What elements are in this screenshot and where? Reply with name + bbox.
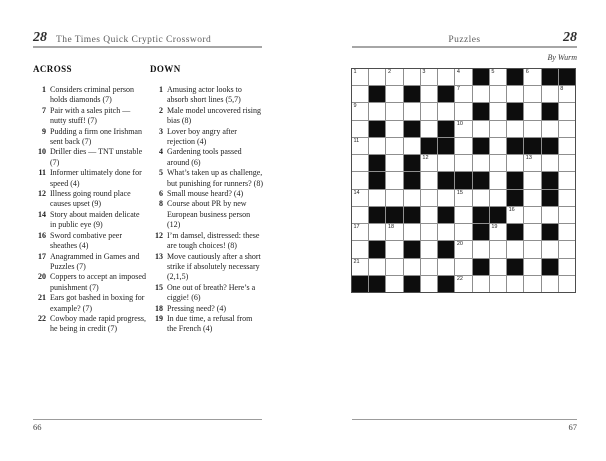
clue-number: 16 bbox=[38, 230, 46, 240]
clue-number: 10 bbox=[38, 147, 46, 157]
grid-cell-black bbox=[524, 138, 540, 154]
clue-text: Small mouse heard? (4) bbox=[167, 189, 244, 199]
down-heading: DOWN bbox=[150, 64, 181, 74]
grid-cell-white bbox=[542, 241, 558, 257]
grid-cell-white bbox=[559, 224, 575, 240]
right-header-rule bbox=[352, 46, 577, 48]
grid-cell-black bbox=[473, 138, 489, 154]
grid-cell-black bbox=[438, 121, 454, 137]
grid-cell-white bbox=[421, 86, 437, 102]
grid-cell-white bbox=[352, 138, 368, 154]
down-clue-list bbox=[150, 85, 265, 335]
grid-cell-white bbox=[524, 207, 540, 223]
clue-number: 11 bbox=[38, 168, 46, 178]
grid-cell-white bbox=[559, 86, 575, 102]
clue-number: 13 bbox=[155, 251, 163, 261]
grid-cell-white bbox=[490, 103, 506, 119]
clue-text: Sword combative peer sheathes (4) bbox=[50, 230, 122, 251]
grid-cell-white bbox=[455, 241, 471, 257]
grid-cell-white bbox=[404, 138, 420, 154]
grid-cell-black bbox=[438, 138, 454, 154]
grid-cell-white bbox=[404, 259, 420, 275]
grid-cell-white bbox=[386, 190, 402, 206]
grid-cell-number: 5 bbox=[491, 69, 495, 75]
grid-cell-black bbox=[542, 138, 558, 154]
clue-item bbox=[33, 106, 148, 127]
grid-cell-white bbox=[421, 259, 437, 275]
grid-cell-white bbox=[421, 103, 437, 119]
grid-cell-black bbox=[542, 190, 558, 206]
clue-item bbox=[150, 304, 265, 314]
grid-cell-number: 14 bbox=[353, 189, 360, 196]
grid-cell-black bbox=[507, 224, 523, 240]
grid-cell-white bbox=[507, 121, 523, 137]
clue-text: One out of breath? Here’s a ciggie! (6) bbox=[167, 282, 256, 303]
grid-cell-number: 2 bbox=[387, 69, 392, 75]
grid-cell-black bbox=[542, 172, 558, 188]
grid-cell-number: 4 bbox=[456, 69, 460, 75]
grid-cell-white bbox=[352, 103, 368, 119]
grid-cell-black bbox=[542, 259, 558, 275]
right-chapter-number: 28 bbox=[563, 30, 577, 45]
grid-cell-white bbox=[404, 224, 420, 240]
grid-cell-white bbox=[386, 86, 402, 102]
clue-item bbox=[33, 231, 148, 252]
crossword-grid bbox=[351, 68, 576, 293]
grid-cell-white bbox=[352, 172, 368, 188]
clue-number: 22 bbox=[38, 313, 46, 323]
grid-cell-white bbox=[421, 190, 437, 206]
clue-number: 12 bbox=[38, 189, 46, 199]
grid-cell-white bbox=[386, 259, 402, 275]
grid-cell-black bbox=[507, 69, 523, 85]
grid-cell-white bbox=[524, 172, 540, 188]
grid-cell-black bbox=[369, 207, 385, 223]
grid-cell-white bbox=[438, 224, 454, 240]
grid-cell-white bbox=[507, 155, 523, 171]
clue-text: What’s taken up as challenge, but punishing for runners? (8) bbox=[167, 168, 263, 188]
grid-cell-black bbox=[542, 103, 558, 119]
grid-cell-black bbox=[438, 207, 454, 223]
grid-cell-white bbox=[507, 207, 523, 223]
grid-cell-black bbox=[473, 259, 489, 275]
clue-text: Male model uncovered rising bias (8) bbox=[167, 105, 261, 126]
grid-cell-white bbox=[455, 103, 471, 119]
clue-text: Anagrammed in Games and Puzzles (7) bbox=[50, 251, 140, 271]
grid-cell-white bbox=[542, 276, 558, 292]
grid-cell-white bbox=[455, 259, 471, 275]
grid-cell-white bbox=[386, 155, 402, 171]
grid-cell-black bbox=[404, 276, 420, 292]
grid-cell-number: 9 bbox=[353, 103, 357, 110]
grid-cell-black bbox=[559, 69, 575, 85]
grid-cell-white bbox=[473, 121, 489, 137]
grid-cell-white bbox=[386, 224, 402, 240]
grid-cell-black bbox=[473, 207, 489, 223]
grid-cell-number: 12 bbox=[422, 155, 429, 162]
grid-cell-white bbox=[421, 172, 437, 188]
grid-cell-white bbox=[490, 69, 506, 85]
clue-item bbox=[150, 314, 265, 335]
right-footer-rule bbox=[352, 419, 577, 420]
clue-item bbox=[33, 293, 148, 314]
left-chapter-number: 28 bbox=[33, 30, 47, 45]
grid-cell-white bbox=[386, 241, 402, 257]
grid-cell-black bbox=[473, 172, 489, 188]
grid-cell-white bbox=[473, 241, 489, 257]
grid-cell-white bbox=[421, 155, 437, 171]
clue-text: Coppers to accept an imposed punishment (7) bbox=[50, 272, 146, 292]
grid-cell-white bbox=[524, 224, 540, 240]
clue-number: 20 bbox=[38, 272, 46, 282]
grid-cell-white bbox=[352, 190, 368, 206]
grid-cell-white bbox=[559, 241, 575, 257]
grid-cell-white bbox=[490, 138, 506, 154]
grid-cell-white bbox=[542, 155, 558, 171]
clue-text: Illness going round place causes upset (9) bbox=[50, 189, 131, 209]
grid-cell-white bbox=[421, 69, 437, 85]
grid-cell-white bbox=[369, 259, 385, 275]
grid-cell-number: 11 bbox=[353, 137, 360, 144]
clue-number: 21 bbox=[38, 293, 46, 303]
grid-cell-white bbox=[369, 138, 385, 154]
grid-cell-black bbox=[352, 276, 368, 292]
grid-cell-white bbox=[455, 121, 471, 137]
grid-cell-white bbox=[421, 224, 437, 240]
grid-cell-black bbox=[473, 103, 489, 119]
grid-cell-white bbox=[421, 241, 437, 257]
grid-cell-white bbox=[559, 190, 575, 206]
clue-number: 3 bbox=[159, 126, 163, 136]
left-header-rule bbox=[33, 46, 262, 48]
clue-number: 15 bbox=[155, 282, 163, 292]
grid-cell-number: 13 bbox=[525, 155, 532, 162]
clue-item bbox=[150, 189, 265, 199]
grid-cell-number: 18 bbox=[387, 224, 395, 231]
clue-number: 8 bbox=[159, 199, 163, 209]
clue-item bbox=[150, 168, 265, 189]
grid-cell-white bbox=[524, 103, 540, 119]
grid-cell-black bbox=[507, 103, 523, 119]
clue-item bbox=[150, 127, 265, 148]
grid-cell-white bbox=[473, 190, 489, 206]
grid-cell-white bbox=[507, 86, 523, 102]
grid-cell-white bbox=[559, 172, 575, 188]
grid-cell-number: 15 bbox=[456, 189, 463, 196]
grid-cell-white bbox=[352, 207, 368, 223]
clue-text: Driller dies — TNT unstable (7) bbox=[50, 147, 143, 167]
grid-cell-number: 1 bbox=[353, 69, 357, 75]
across-clue-list bbox=[33, 85, 148, 335]
grid-cell-white bbox=[473, 155, 489, 171]
grid-cell-white bbox=[421, 207, 437, 223]
grid-cell-white bbox=[352, 224, 368, 240]
grid-cell-black bbox=[473, 224, 489, 240]
clue-item bbox=[33, 147, 148, 168]
grid-cell-black bbox=[421, 138, 437, 154]
grid-cell-number: 17 bbox=[353, 224, 360, 231]
grid-cell-white bbox=[352, 86, 368, 102]
grid-cell-white bbox=[507, 276, 523, 292]
clue-item bbox=[33, 168, 148, 189]
grid-cell-number: 10 bbox=[456, 120, 463, 127]
grid-cell-white bbox=[352, 155, 368, 171]
grid-cell-white bbox=[559, 103, 575, 119]
grid-cell-white bbox=[404, 103, 420, 119]
grid-cell-black bbox=[507, 259, 523, 275]
grid-cell-number: 22 bbox=[456, 275, 463, 282]
left-running-title: The Times Quick Cryptic Crossword bbox=[56, 35, 212, 45]
grid-cell-white bbox=[438, 155, 454, 171]
clue-number: 19 bbox=[155, 313, 163, 323]
grid-cell-white bbox=[386, 276, 402, 292]
grid-cell-white bbox=[369, 224, 385, 240]
clue-text: I’m damsel, distressed: these are tough choices! (8) bbox=[167, 230, 260, 251]
grid-cell-white bbox=[386, 138, 402, 154]
grid-cell-white bbox=[455, 138, 471, 154]
grid-cell-white bbox=[369, 69, 385, 85]
grid-cell-white bbox=[490, 276, 506, 292]
grid-cell-white bbox=[421, 276, 437, 292]
right-page-number: 67 bbox=[568, 422, 577, 432]
clue-number: 18 bbox=[155, 303, 163, 313]
grid-cell-white bbox=[490, 190, 506, 206]
grid-cell-white bbox=[490, 86, 506, 102]
clue-item bbox=[150, 283, 265, 304]
grid-cell-number: 20 bbox=[456, 241, 463, 248]
clue-item bbox=[33, 314, 148, 335]
grid-cell-black bbox=[507, 138, 523, 154]
down-column bbox=[150, 64, 265, 335]
clue-item bbox=[150, 252, 265, 283]
grid-cell-black bbox=[507, 172, 523, 188]
clue-number: 4 bbox=[159, 147, 163, 157]
grid-cell-white bbox=[438, 259, 454, 275]
clue-text: In due time, a refusal from the French (4) bbox=[167, 313, 253, 334]
clue-text: Gardening tools passed around (6) bbox=[167, 147, 242, 167]
grid-cell-black bbox=[404, 86, 420, 102]
grid-cell-black bbox=[369, 276, 385, 292]
clue-number: 12 bbox=[155, 230, 163, 240]
grid-cell-white bbox=[438, 190, 454, 206]
grid-cell-white bbox=[352, 259, 368, 275]
grid-cell-white bbox=[524, 69, 540, 85]
clue-item bbox=[150, 199, 265, 230]
clue-item bbox=[33, 85, 148, 106]
grid-cell-white bbox=[421, 121, 437, 137]
clue-number: 7 bbox=[42, 105, 46, 115]
grid-cell-black bbox=[473, 69, 489, 85]
clue-text: Considers criminal person holds diamonds (7) bbox=[50, 85, 134, 105]
right-running-title: Puzzles bbox=[448, 35, 481, 45]
grid-cell-black bbox=[438, 172, 454, 188]
clue-number: 6 bbox=[159, 189, 163, 199]
grid-cell-black bbox=[404, 241, 420, 257]
clue-text: Pressing need? (4) bbox=[167, 303, 227, 313]
grid-cell-number: 21 bbox=[353, 258, 360, 265]
clue-text: Pair with a sales pitch — nutty stuff! (7) bbox=[50, 105, 131, 126]
grid-cell-white bbox=[524, 121, 540, 137]
grid-cell-black bbox=[369, 241, 385, 257]
grid-cell-white bbox=[455, 207, 471, 223]
setter-byline: By Wurm bbox=[547, 53, 577, 62]
grid-cell-number: 7 bbox=[456, 86, 460, 93]
grid-cell-white bbox=[352, 241, 368, 257]
grid-cell-white bbox=[542, 207, 558, 223]
grid-cell-number: 16 bbox=[508, 206, 515, 213]
clue-item bbox=[150, 147, 265, 168]
grid-cell-white bbox=[524, 190, 540, 206]
clue-number: 17 bbox=[38, 251, 46, 261]
clue-text: Amusing actor looks to absorb short lines (5,7) bbox=[167, 85, 242, 105]
clue-item bbox=[150, 106, 265, 127]
grid-cell-black bbox=[369, 172, 385, 188]
grid-cell-white bbox=[524, 276, 540, 292]
grid-cell-white bbox=[490, 224, 506, 240]
grid-cell-white bbox=[352, 69, 368, 85]
grid-cell-white bbox=[352, 121, 368, 137]
grid-cell-black bbox=[369, 121, 385, 137]
grid-cell-white bbox=[559, 138, 575, 154]
grid-cell-white bbox=[490, 241, 506, 257]
grid-cell-black bbox=[386, 207, 402, 223]
clue-text: Ears got bashed in boxing for example? (7) bbox=[50, 293, 145, 313]
grid-cell-white bbox=[524, 155, 540, 171]
clue-text: Course about PR by new European business person (12) bbox=[167, 199, 251, 230]
grid-cell-white bbox=[559, 155, 575, 171]
grid-cell-white bbox=[369, 103, 385, 119]
across-column bbox=[33, 64, 148, 335]
grid-cell-white bbox=[524, 241, 540, 257]
grid-cell-black bbox=[542, 69, 558, 85]
grid-cell-number: 19 bbox=[491, 224, 498, 231]
clue-item bbox=[33, 272, 148, 293]
grid-cell-white bbox=[524, 259, 540, 275]
clue-number: 5 bbox=[159, 168, 163, 178]
grid-cell-white bbox=[455, 86, 471, 102]
grid-cell-white bbox=[455, 69, 471, 85]
grid-cell-white bbox=[559, 121, 575, 137]
grid-cell-number: 3 bbox=[422, 69, 426, 75]
grid-cell-white bbox=[455, 155, 471, 171]
grid-cell-number: 8 bbox=[560, 86, 564, 93]
left-footer-rule bbox=[33, 419, 262, 420]
clue-text: Move cautiously after a short strike if absolutely necessary (2,1,5) bbox=[167, 251, 261, 282]
grid-cell-white bbox=[386, 103, 402, 119]
grid-cell-black bbox=[404, 207, 420, 223]
grid-cell-white bbox=[386, 69, 402, 85]
grid-cell-white bbox=[490, 155, 506, 171]
clue-item bbox=[150, 85, 265, 106]
grid-cell-white bbox=[438, 103, 454, 119]
clue-item bbox=[33, 252, 148, 273]
grid-cell-white bbox=[507, 241, 523, 257]
clue-item bbox=[33, 189, 148, 210]
grid-cell-black bbox=[490, 207, 506, 223]
across-heading: ACROSS bbox=[33, 64, 72, 74]
grid-cell-black bbox=[404, 155, 420, 171]
grid-cell-white bbox=[369, 190, 385, 206]
clue-item bbox=[33, 127, 148, 148]
clue-text: Informer ultimately done for speed (4) bbox=[50, 168, 142, 188]
clue-number: 9 bbox=[42, 126, 46, 136]
clue-number: 1 bbox=[42, 85, 46, 94]
grid-cell-white bbox=[386, 172, 402, 188]
clue-number: 2 bbox=[159, 105, 163, 115]
grid-cell-white bbox=[490, 172, 506, 188]
grid-cell-white bbox=[524, 86, 540, 102]
clue-text: Story about maiden delicate in public eye (9) bbox=[50, 209, 140, 230]
grid-cell-black bbox=[542, 224, 558, 240]
grid-cell-white bbox=[404, 190, 420, 206]
grid-cell-black bbox=[369, 155, 385, 171]
grid-cell-white bbox=[490, 259, 506, 275]
clue-text: Lover boy angry after rejection (4) bbox=[167, 126, 237, 147]
grid-cell-white bbox=[455, 190, 471, 206]
grid-cell-white bbox=[473, 86, 489, 102]
grid-cell-black bbox=[455, 172, 471, 188]
clue-text: Pudding a firm one Irishman sent back (7) bbox=[50, 126, 142, 147]
grid-cell-black bbox=[404, 121, 420, 137]
grid-cell-black bbox=[438, 241, 454, 257]
grid-cell-white bbox=[542, 86, 558, 102]
grid-cell-white bbox=[473, 276, 489, 292]
grid-cell-white bbox=[559, 207, 575, 223]
grid-cell-white bbox=[438, 69, 454, 85]
grid-cell-white bbox=[490, 121, 506, 137]
grid-cell-black bbox=[438, 86, 454, 102]
clue-number: 1 bbox=[159, 85, 163, 94]
grid-cell-black bbox=[438, 276, 454, 292]
grid-cell-black bbox=[507, 190, 523, 206]
grid-cell-black bbox=[369, 86, 385, 102]
grid-cell-white bbox=[559, 259, 575, 275]
clue-text: Cowboy made rapid progress, he being in credit (7) bbox=[50, 313, 146, 334]
grid-cell-white bbox=[386, 121, 402, 137]
grid-cell-white bbox=[542, 121, 558, 137]
grid-cell-white bbox=[455, 276, 471, 292]
clue-item bbox=[33, 210, 148, 231]
grid-cell-white bbox=[404, 69, 420, 85]
clue-number: 14 bbox=[38, 209, 46, 219]
left-page-number: 66 bbox=[33, 422, 42, 432]
clue-item bbox=[150, 231, 265, 252]
grid-cell-white bbox=[559, 276, 575, 292]
grid-cell-white bbox=[455, 224, 471, 240]
grid-cell-black bbox=[404, 172, 420, 188]
grid-cell-number: 6 bbox=[525, 69, 529, 75]
